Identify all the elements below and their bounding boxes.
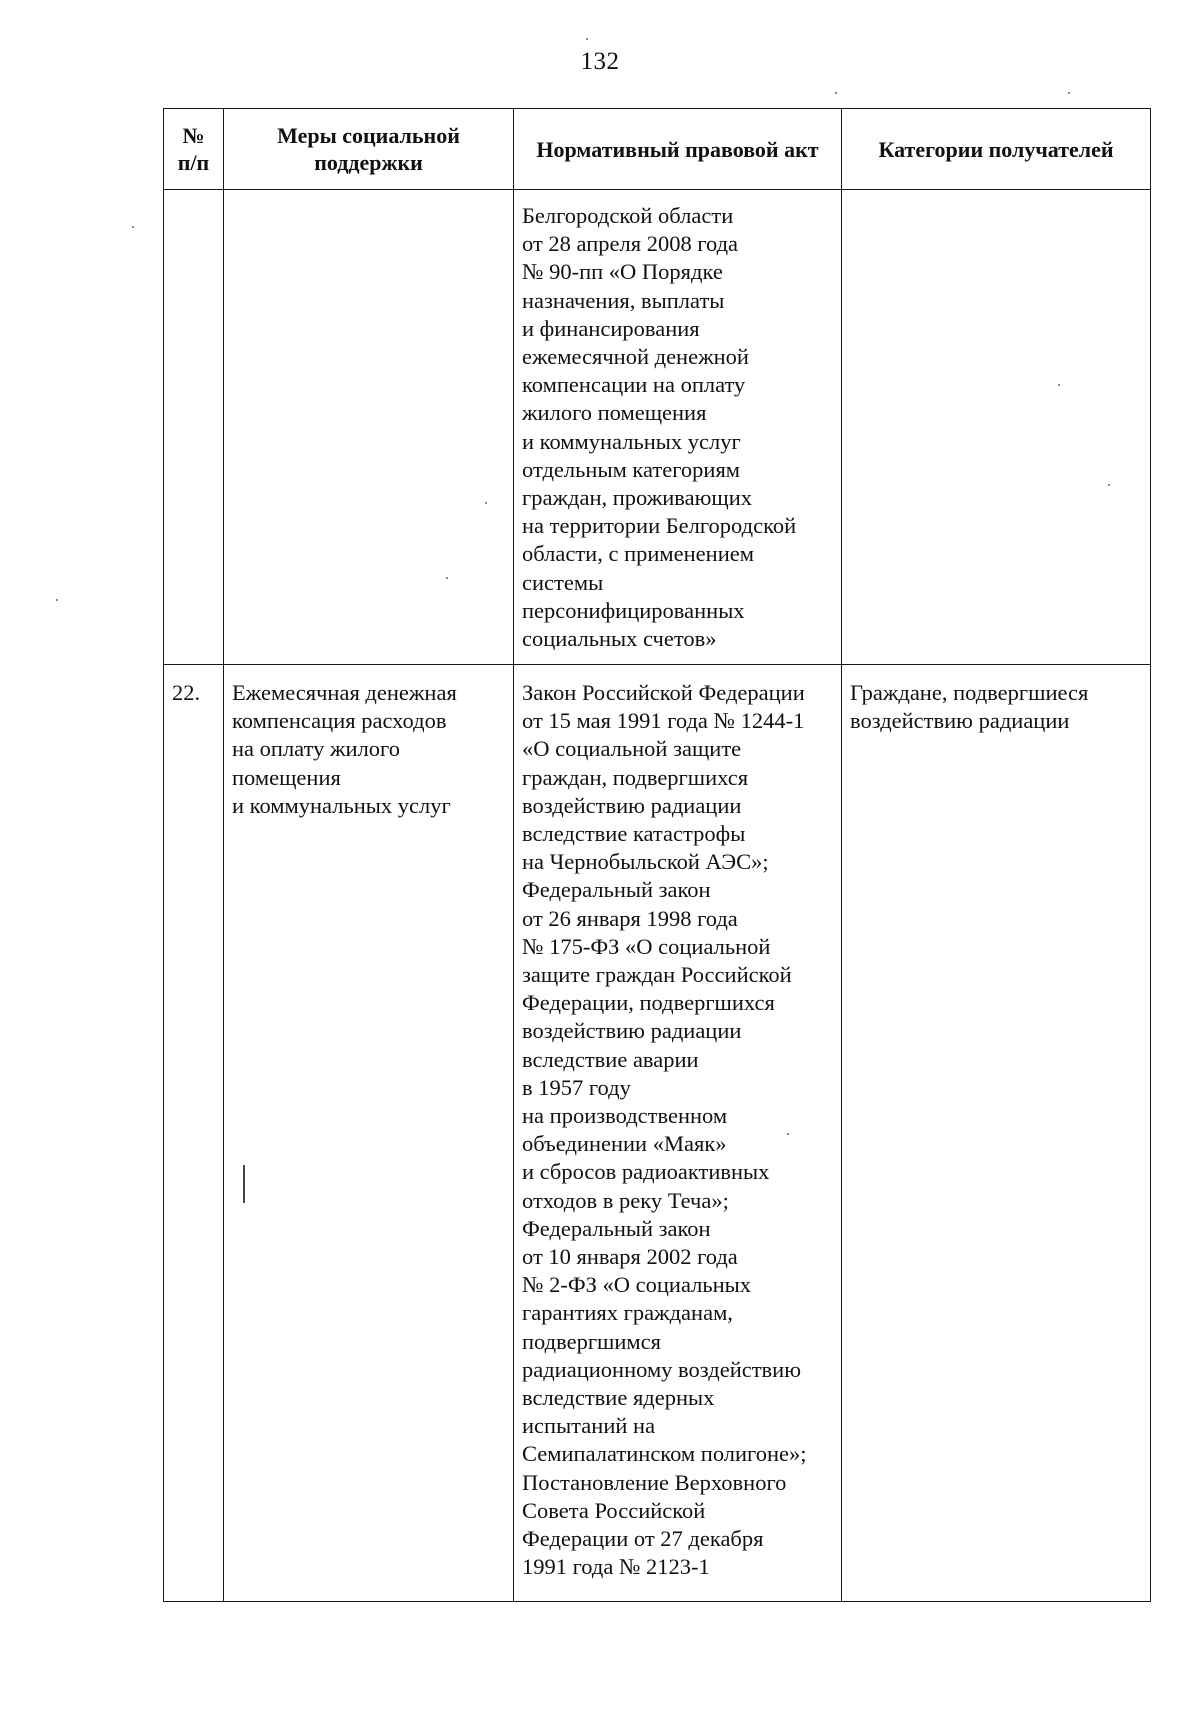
header-act: Нормативный правовой акт xyxy=(514,109,842,190)
category-lines xyxy=(850,679,1144,735)
text-line: на Чернобыльской АЭС»; xyxy=(522,849,769,875)
text-line: радиационному воздействию xyxy=(522,1356,802,1382)
scan-speck xyxy=(1068,92,1070,94)
cell-category xyxy=(842,665,1151,1602)
text-line: от 26 января 1998 года xyxy=(522,905,738,931)
cell-legal-act xyxy=(514,665,842,1602)
text-line: Семипалатинском полигоне»; xyxy=(522,1441,807,1467)
text-line: компенсация расходов xyxy=(232,708,447,734)
text-line: вследствие аварии xyxy=(522,1046,699,1072)
table-row-continuation xyxy=(164,190,1151,665)
header-measures-line: поддержки xyxy=(314,150,423,175)
text-line: и сбросов радиоактивных xyxy=(522,1159,770,1185)
text-line: области, с применением xyxy=(522,541,754,567)
header-number-line: п/п xyxy=(177,150,210,175)
header-measures xyxy=(224,109,514,190)
text-line: Закон Российской Федерации xyxy=(522,680,805,705)
text-line: 1991 года № 2123-1 xyxy=(522,1554,710,1580)
text-line: № 2-ФЗ «О социальных xyxy=(522,1272,752,1298)
text-line: в 1957 году xyxy=(522,1074,631,1100)
text-line: отходов в реку Теча»; xyxy=(522,1187,729,1213)
text-line: «О социальной защите xyxy=(522,736,742,762)
text-line: от 15 мая 1991 года № 1244-1 xyxy=(522,708,805,734)
text-line: граждан, подвергшихся xyxy=(522,764,749,790)
text-line: Федеральный закон xyxy=(522,1215,711,1241)
scan-artifact-line xyxy=(243,1165,245,1203)
text-line: ежемесячной денежной xyxy=(522,344,749,370)
text-line: Постановление Верховного xyxy=(522,1469,787,1495)
text-line: испытаний на xyxy=(522,1413,656,1439)
text-line: вследствие катастрофы xyxy=(522,821,746,847)
text-line: на территории Белгородской xyxy=(522,513,797,539)
scan-speck xyxy=(446,577,448,579)
text-line: от 10 января 2002 года xyxy=(522,1244,738,1270)
text-line: воздействию радиации xyxy=(522,1018,742,1044)
text-line: социальных счетов» xyxy=(522,626,717,652)
text-line: защите граждан Российской xyxy=(522,962,792,988)
text-line: Совета Российской xyxy=(522,1497,706,1523)
text-line: Федеральный закон xyxy=(522,877,711,903)
text-line: № 175-ФЗ «О социальной xyxy=(522,933,771,959)
text-line: вследствие ядерных xyxy=(522,1385,715,1411)
scan-speck xyxy=(56,599,58,601)
text-line: № 90-пп «О Порядке xyxy=(522,259,723,285)
text-line: гарантиях гражданам, xyxy=(522,1300,733,1326)
scan-speck xyxy=(1058,384,1060,386)
text-line: на оплату жилого xyxy=(232,736,400,762)
text-line: системы xyxy=(522,569,604,595)
act-lines xyxy=(522,202,835,653)
text-line: на производственном xyxy=(522,1103,728,1129)
header-category: Категории получателей xyxy=(842,109,1151,190)
text-line: подвергшимся xyxy=(522,1328,661,1354)
text-line: от 28 апреля 2008 года xyxy=(522,231,739,257)
text-line: назначения, выплаты xyxy=(522,287,725,313)
text-line: помещения xyxy=(232,764,341,790)
header-measures-line: Меры социальной xyxy=(277,123,460,148)
scan-speck xyxy=(132,226,134,228)
text-line: и коммунальных услуг xyxy=(232,792,451,818)
text-line: Граждане, подвергшиеся xyxy=(850,680,1089,705)
text-line: и коммунальных услуг xyxy=(522,428,741,454)
cell-measure xyxy=(224,190,514,665)
text-line: объединении «Маяк» xyxy=(522,1131,727,1157)
cell-number: 22. xyxy=(164,665,224,1602)
header-number-line: № xyxy=(182,123,205,148)
text-line: отдельным категориям xyxy=(522,456,741,482)
cell-number xyxy=(164,190,224,665)
scan-speck xyxy=(787,1133,789,1135)
table-header-row xyxy=(164,109,1151,190)
text-line: Федерации от 27 декабря xyxy=(522,1526,764,1552)
act-lines xyxy=(522,679,835,1582)
text-line: воздействию радиации xyxy=(522,792,742,818)
cell-legal-act xyxy=(514,190,842,665)
text-line: Федерации, подвергшихся xyxy=(522,990,775,1016)
text-line: воздействию радиации xyxy=(850,708,1070,734)
header-number xyxy=(164,109,224,190)
text-line: жилого помещения xyxy=(522,400,707,426)
table-row-22 xyxy=(164,665,1151,1602)
text-line: компенсации на оплату xyxy=(522,372,746,398)
cell-measure xyxy=(224,665,514,1602)
page-number: 132 xyxy=(580,48,620,75)
scan-speck xyxy=(485,502,487,504)
scan-speck xyxy=(835,92,837,94)
cell-category xyxy=(842,190,1151,665)
text-line: граждан, проживающих xyxy=(522,485,753,511)
scan-speck xyxy=(586,38,588,40)
social-support-table xyxy=(163,108,1151,1602)
text-line: Белгородской области xyxy=(522,203,734,228)
text-line: персонифицированных xyxy=(522,597,745,623)
measure-lines xyxy=(232,679,507,820)
text-line: Ежемесячная денежная xyxy=(232,680,457,705)
text-line: и финансирования xyxy=(522,315,700,341)
scan-speck xyxy=(1108,484,1110,486)
